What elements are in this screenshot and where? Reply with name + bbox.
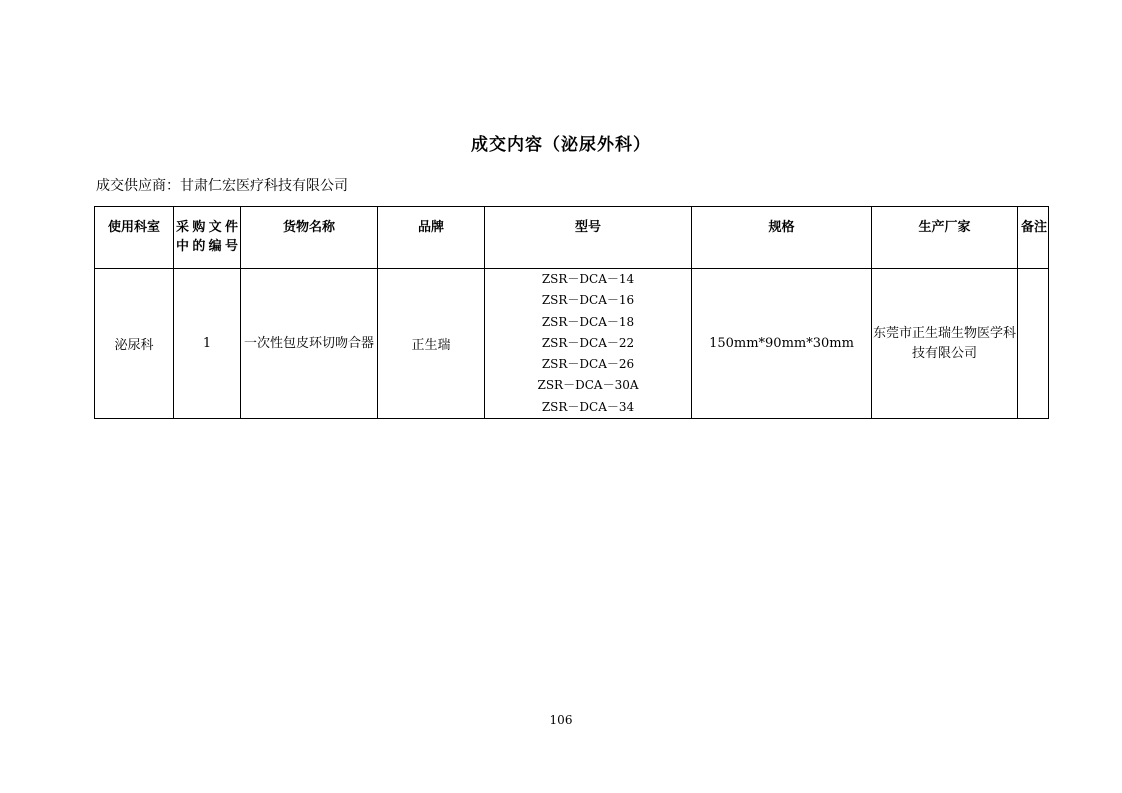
header-brand: 品牌 bbox=[378, 207, 485, 269]
model-item: ZSR－DCA－30A bbox=[537, 378, 639, 393]
cell-brand: 正生瑞 bbox=[378, 269, 485, 419]
document-title: 成交内容（泌尿外科） bbox=[471, 135, 651, 155]
cell-models bbox=[485, 269, 692, 419]
page-number: 106 bbox=[549, 713, 573, 727]
cell-spec: 150mm*90mm*30mm bbox=[692, 269, 872, 419]
header-department: 使用科室 bbox=[95, 207, 174, 269]
header-spec: 规格 bbox=[692, 207, 872, 269]
table-header-row bbox=[95, 207, 1049, 269]
header-seq bbox=[174, 207, 241, 269]
result-table bbox=[94, 206, 1049, 419]
model-item: ZSR－DCA－14 bbox=[541, 272, 635, 286]
header-seq-line1: 采购文件 bbox=[176, 220, 238, 235]
supplier-line: 成交供应商：甘肃仁宏医疗科技有限公司 bbox=[96, 178, 348, 194]
model-item: ZSR－DCA－22 bbox=[541, 335, 635, 350]
cell-manufacturer: 东莞市正生瑞生物医学科技有限公司 bbox=[872, 269, 1018, 419]
header-manufacturer: 生产厂家 bbox=[872, 207, 1018, 269]
header-seq-line2: 中的编号 bbox=[176, 239, 238, 254]
cell-seq: 1 bbox=[174, 269, 241, 419]
model-item: ZSR－DCA－16 bbox=[541, 293, 635, 308]
cell-goods: 一次性包皮环切吻合器 bbox=[241, 269, 378, 419]
header-goods: 货物名称 bbox=[241, 207, 378, 269]
model-list bbox=[485, 269, 691, 418]
model-item: ZSR－DCA－34 bbox=[541, 399, 635, 414]
header-note: 备注 bbox=[1018, 207, 1049, 269]
model-item: ZSR－DCA－18 bbox=[541, 314, 635, 329]
model-item: ZSR－DCA－26 bbox=[541, 357, 635, 372]
table-row bbox=[95, 269, 1049, 419]
cell-department: 泌尿科 bbox=[95, 269, 174, 419]
cell-note bbox=[1018, 269, 1049, 419]
header-model: 型号 bbox=[485, 207, 692, 269]
